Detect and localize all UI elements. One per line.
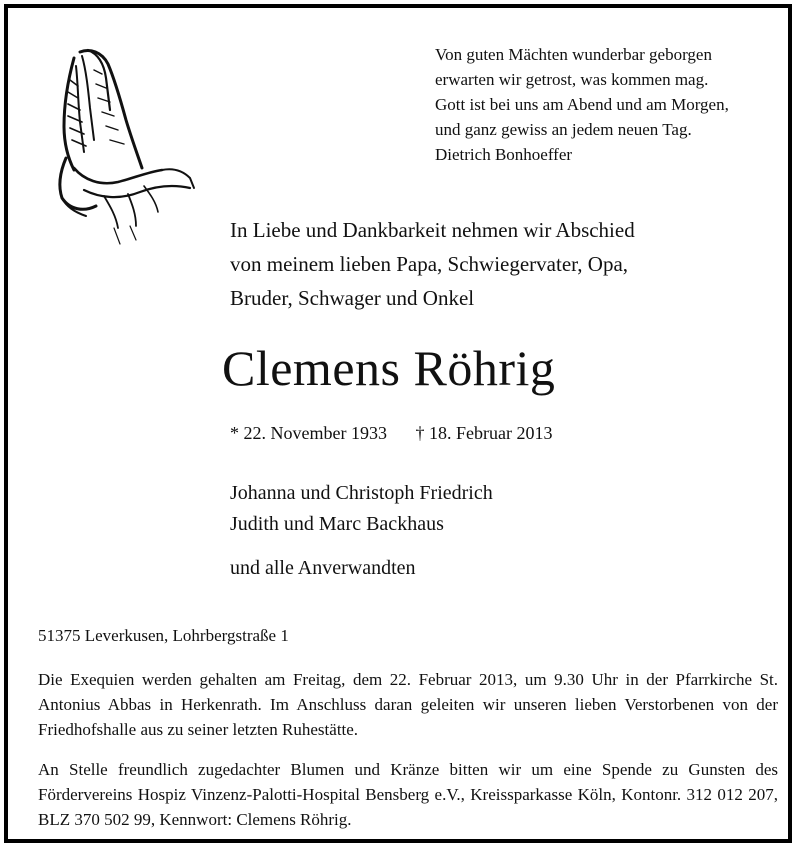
poem-quote bbox=[435, 42, 729, 167]
life-dates bbox=[230, 420, 552, 446]
poem-line: und ganz gewiss an jedem neuen Tag. bbox=[435, 120, 692, 139]
death-date: † 18. Februar 2013 bbox=[415, 423, 553, 443]
poem-line: erwarten wir getrost, was kommen mag. bbox=[435, 70, 709, 89]
exequies-paragraph: Die Exequien werden gehalten am Freitag, dem 22. Februar 2013, um 9.30 Uhr in der Pfarrkirche St. Antonius Abbas in Herkenrath. Im Anschluss daran geleiten wir unseren lieben Verstorbenen von der Friedhofshalle aus zu seiner letzten Ruhestätte. bbox=[38, 670, 778, 739]
poem-line: Von guten Mächten wunderbar geborgen bbox=[435, 45, 712, 64]
address: 51375 Leverkusen, Lohrbergstraße 1 bbox=[38, 626, 289, 645]
intro-line: In Liebe und Dankbarkeit nehmen wir Abschied bbox=[230, 218, 635, 242]
praying-hands-icon bbox=[44, 40, 204, 250]
relatives-line: und alle Anverwandten bbox=[230, 557, 416, 579]
deceased-name: Clemens Röhrig bbox=[222, 340, 556, 396]
obituary-notice bbox=[4, 4, 792, 843]
family-member: Judith und Marc Backhaus bbox=[230, 513, 444, 535]
poem-author: Dietrich Bonhoeffer bbox=[435, 145, 573, 164]
intro-line: von meinem lieben Papa, Schwiegervater, Opa, bbox=[230, 252, 629, 276]
birth-date: * 22. November 1933 bbox=[230, 423, 387, 443]
family-list bbox=[230, 478, 493, 540]
donation-paragraph: An Stelle freundlich zugedachter Blumen und Kränze bitten wir um eine Spende zu Gunsten des Fördervereins Hospiz Vinzenz-Palotti-Hospital Bensberg e.V., Kreissparkasse Köln, Kontonr. 312 012 207, BLZ 370 502 99, Kennwort: Clemens Röhrig. bbox=[38, 760, 778, 829]
family-member: Johanna und Christoph Friedrich bbox=[230, 482, 493, 504]
farewell-intro bbox=[230, 213, 635, 315]
intro-line: Bruder, Schwager und Onkel bbox=[230, 286, 475, 310]
poem-line: Gott ist bei uns am Abend und am Morgen, bbox=[435, 95, 729, 114]
